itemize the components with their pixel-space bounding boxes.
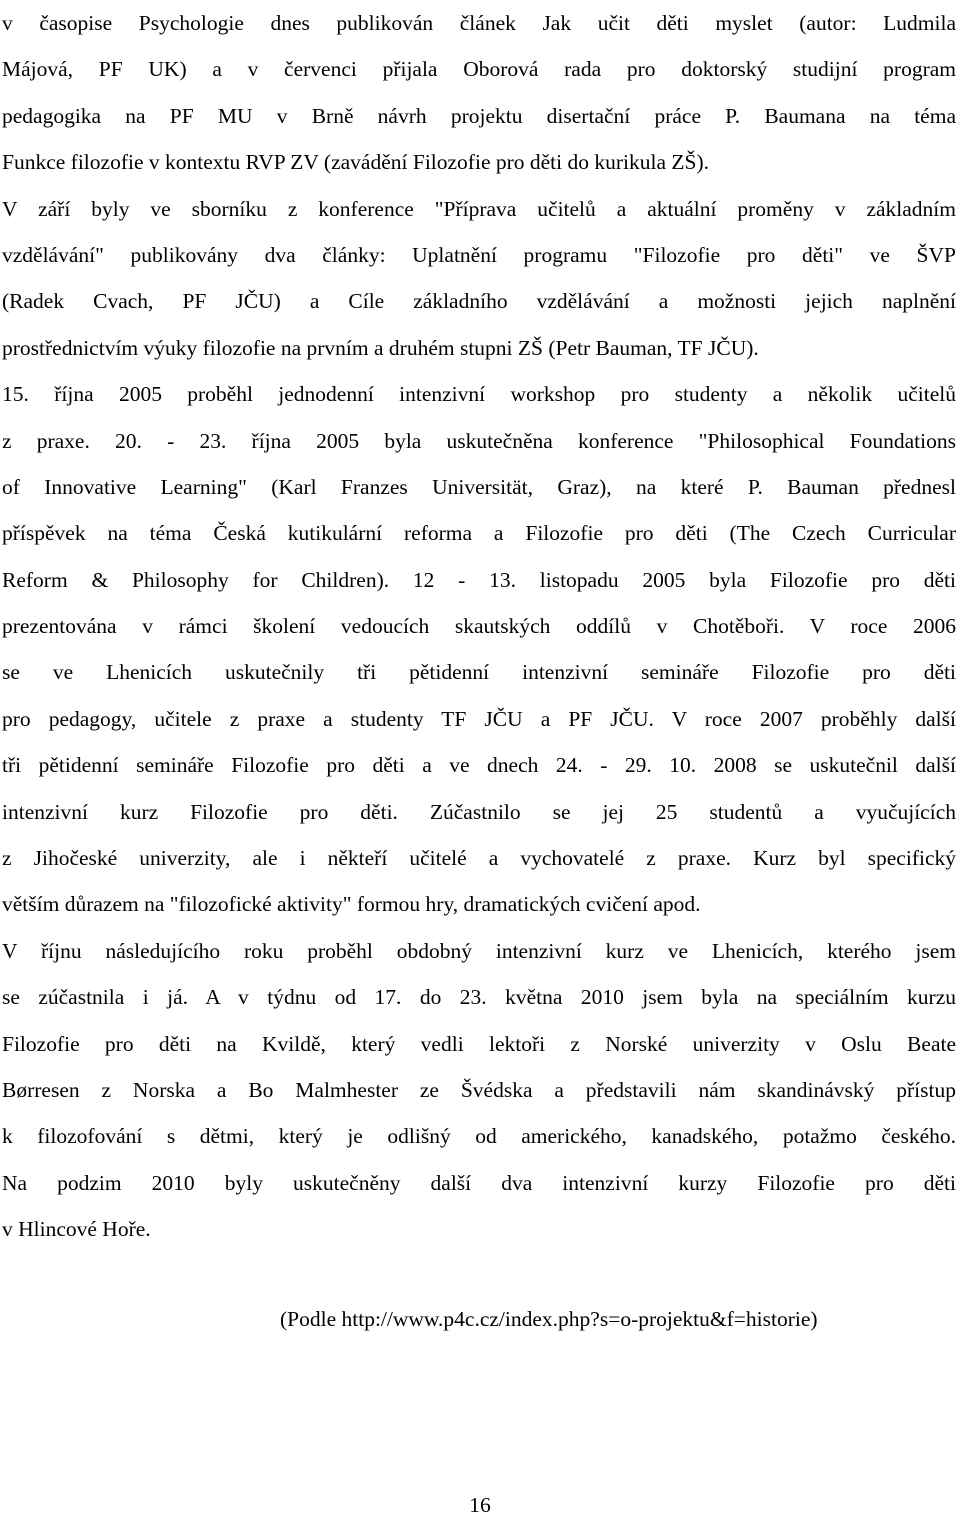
text-line: intenzivní kurz Filozofie pro děti. Zúčastnilo se jej 25 studentů a vyučujících: [2, 799, 956, 824]
text-line: prostřednictvím výuky filozofie na prvním a druhém stupni ZŠ (Petr Bauman, TF JČU).: [2, 335, 759, 360]
text-line: se ve Lhenicích uskutečnily tři pětidenní intenzivní semináře Filozofie pro děti: [2, 660, 956, 685]
text-line: Májová, PF UK) a v červenci přijala Oborová rada pro doktorský studijní program: [2, 57, 956, 82]
text-line: Børresen z Norska a Bo Malmhester ze Švédska a představili nám skandinávský přístup: [2, 1077, 956, 1102]
text-line: k filozofování s dětmi, který je odlišný od amerického, kanadského, potažmo českého.: [2, 1124, 956, 1149]
source-citation: (Podle http://www.p4c.cz/index.php?s=o-projektu&f=historie): [280, 1307, 818, 1331]
text-line: Funkce filozofie v kontextu RVP ZV (zavádění Filozofie pro děti do kurikula ZŠ).: [2, 150, 710, 175]
text-line: (Radek Cvach, PF JČU) a Cíle základního vzdělávání a možnosti jejich naplnění: [2, 289, 956, 314]
text-line: Filozofie pro děti na Kvildě, který vedli lektoři z Norské univerzity v Oslu Beate: [2, 1031, 956, 1056]
text-line: prezentována v rámci školení vedoucích skautských oddílů v Chotěboři. V roce 2006: [2, 614, 956, 639]
text-line: větším důrazem na "filozofické aktivity" formou hry, dramatických cvičení apod.: [2, 892, 701, 917]
body-text: [2, 0, 956, 1253]
text-line: se zúčastnila i já. A v týdnu od 17. do 23. května 2010 jsem byla na speciálním kurzu: [2, 985, 956, 1010]
text-line: z praxe. 20. - 23. října 2005 byla uskutečněna konference "Philosophical Foundations: [2, 428, 956, 453]
text-line: v Hlincové Hoře.: [2, 1217, 151, 1242]
text-line: z Jihočeské univerzity, ale i někteří učitelé a vychovatelé z praxe. Kurz byl specifický: [2, 846, 956, 871]
text-line: of Innovative Learning" (Karl Franzes Universität, Graz), na které P. Bauman přednesl: [2, 474, 956, 499]
text-line: Na podzim 2010 byly uskutečněny další dva intenzivní kurzy Filozofie pro děti: [2, 1170, 956, 1195]
text-line: v časopise Psychologie dnes publikován článek Jak učit děti myslet (autor: Ludmila: [2, 11, 956, 35]
text-line: V září byly ve sborníku z konference "Příprava učitelů a aktuální proměny v základním: [2, 196, 956, 221]
page-number: 16: [469, 1493, 491, 1517]
text-line: 15. října 2005 proběhl jednodenní intenzivní workshop pro studenty a několik učitelů: [2, 382, 956, 407]
text-line: Reform & Philosophy for Children). 12 - 13. listopadu 2005 byla Filozofie pro děti: [2, 567, 956, 592]
text-line: pro pedagogy, učitele z praxe a studenty TF JČU a PF JČU. V roce 2007 proběhly další: [2, 706, 956, 731]
text-line: tři pětidenní semináře Filozofie pro děti a ve dnech 24. - 29. 10. 2008 se uskutečnil další: [2, 753, 956, 778]
text-line: příspěvek na téma Česká kutikulární reforma a Filozofie pro děti (The Czech Curricular: [2, 521, 956, 546]
text-line: V říjnu následujícího roku proběhl obdobný intenzivní kurz ve Lhenicích, kterého jsem: [2, 938, 956, 963]
text-line: vzdělávání" publikovány dva články: Uplatnění programu "Filozofie pro děti" ve ŠVP: [2, 242, 956, 267]
text-line: pedagogika na PF MU v Brně návrh projektu disertační práce P. Baumana na téma: [2, 103, 956, 128]
